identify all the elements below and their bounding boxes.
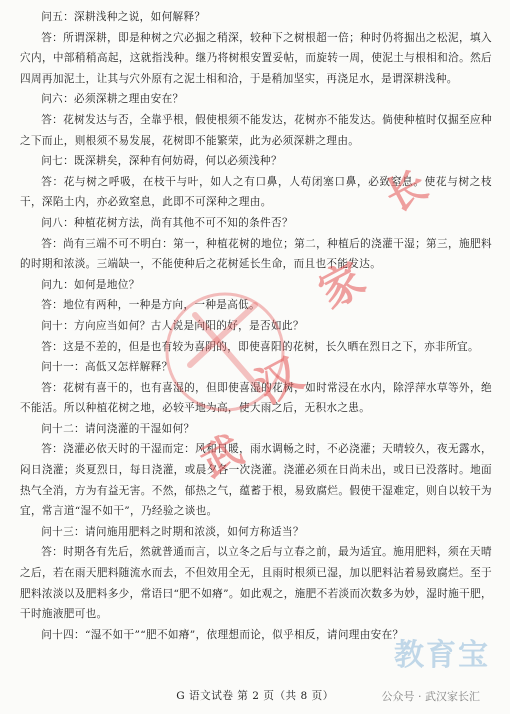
watermark-char: 长 [378,161,436,222]
page-footer: G 语文试卷 第 2 页（共 8 页） [176,690,334,702]
answer-5: 答：所谓深耕，即是种树之穴必掘之稍深，较种下之树根超一倍；种时仍将掘出之松泥，填入穴内，中部稍稍高起，这就指浅种。继乃将树根安置妥帖，而旋转一周，使泥土与根相和洽。然后四周再加泥土，让其与穴外原有之泥土相和洽，于是稍加坚实，再浇足水，是谓深耕浅种。 [20,31,492,85]
answer-8: 答：尚有三端不可不明白：第一，种植花树的地位；第二，种植后的浇灌干湿；第三，施肥料的时期和浓淡。三端缺一，不能使种后之花树延长生命，而且也不能发达。 [20,237,492,271]
answer-6: 答：花树发达与否，全靠乎根，假使根须不能发达，花树亦不能发达。倘使种植时仅掘至应种之下而止，则根须不易发展，花树即不能繁荣，此为必须深耕之理由。 [20,113,492,147]
account-watermark: 公众号 · 武汉家长汇 [381,690,480,703]
answer-7: 答：花与树之呼吸，在枝干与叶，如人之有口鼻，人苟闭塞口鼻，必致窒息。使花与树之枝干，深陷土内，亦必致窒息，此即不可深种之理由。 [20,175,492,209]
brand-watermark: 教育宝 [394,638,490,673]
question-12: 问十二：请问浇灌的干湿如何？ [41,422,195,435]
question-11: 问十一：高低又怎样解释？ [41,361,173,374]
question-10: 问十：方向应当如何？古人说是向阳的好，是否如此？ [41,319,304,332]
question-9: 问九：如何是地位？ [41,278,140,291]
answer-10: 答：这是不差的，但是也有较为喜阴的，即使喜阳的花树，长久晒在烈日之下，亦非所宜。 [41,340,479,353]
watermark-char: 武 [193,426,251,487]
watermark-char: 汉 [247,348,311,414]
answer-9: 答：地位有两种，一种是方向，一种是高低。 [41,299,261,312]
question-6: 问六：必须深耕之理由安在？ [41,93,184,106]
watermark-char: 家 [310,253,374,319]
answer-11: 答：花树有喜干的，也有喜湿的，但即使喜湿的花树，如时常浸在水内，除浮萍水草等外，绝不能活。所以种植花树之地，必较平地为高，使大雨之后，无积水之患。 [20,381,492,415]
question-14: 问十四：“湿不如干”“肥不如瘠”，依理想而论，似乎相反，请问理由安在？ [41,628,404,641]
question-5: 问五：深耕浅种之说，如何解释？ [41,11,206,23]
answer-13: 答：时期各有先后，然就普通而言，以立冬之后与立春之前，最为适宜。施用肥料，须在天晴之后，若在雨天肥料随流水而去，不但效用全无，且雨时根须已湿，加以肥料沾着易致腐烂。至于肥料浓淡以及肥料多少，常语曰“肥不如瘠”。如此观之，施肥不若淡而次数多为妙，湿时施干肥，干时施液肥可也。 [20,546,492,621]
question-7: 问七：既深耕矣，深种有何妨碍，何以必须浅种？ [41,155,282,168]
question-13: 问十三：请问施用肥料之时期和浓淡，如何方称适当？ [41,525,304,538]
answer-12: 答：浇灌必依天时的干湿而定：风和日暖，雨水调畅之时，不必浇灌；天晴较久，夜无露水，闷日浇灌；炎夏烈日，每日浇灌，或晨夕各一次浇灌。浇灌必须在日尚未出，或日已没落时。地面热气全消，方为有益无害。不然，郁热之气，蕴蓄于根，易致腐烂。假使干湿难定，则自以较干为宜，常言道“湿不如干”，乃经验之谈也。 [20,443,492,518]
question-8: 问八：种植花树方法，尚有其他不可不知的条件否？ [41,216,293,229]
